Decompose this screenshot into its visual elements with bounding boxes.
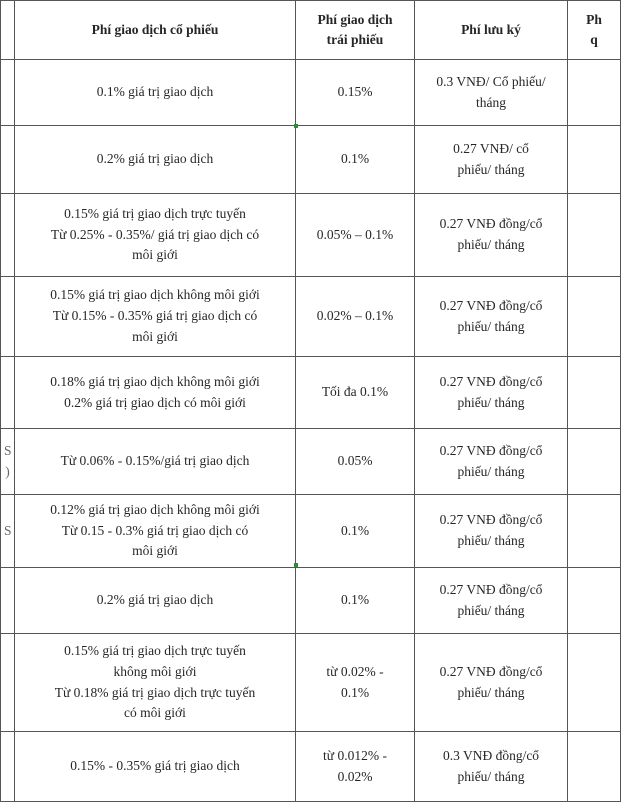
table-row bbox=[1, 429, 621, 495]
cell-custody-fee: 0.27 VNĐ đồng/cổ phiếu/ tháng bbox=[415, 568, 568, 634]
cell-left-partial bbox=[1, 60, 15, 126]
cell-right-partial bbox=[568, 568, 621, 634]
cell-bond-fee: 0.05% bbox=[296, 429, 415, 495]
cell-bond-fee: 0.15% bbox=[296, 60, 415, 126]
header-bond-fee: Phí giao dịch trái phiếu bbox=[296, 1, 415, 60]
cell-stock-fee: 0.15% - 0.35% giá trị giao dịch bbox=[15, 732, 296, 802]
cell-stock-fee: 0.15% giá trị giao dịch trực tuyến Từ 0.25% - 0.35%/ giá trị giao dịch có môi giới bbox=[15, 194, 296, 277]
header-custody-fee: Phí lưu ký bbox=[415, 1, 568, 60]
table-row bbox=[1, 277, 621, 357]
cell-corner-mark bbox=[294, 563, 298, 567]
table-row bbox=[1, 568, 621, 634]
cell-left-partial bbox=[1, 277, 15, 357]
cell-custody-fee: 0.27 VNĐ đồng/cổ phiếu/ tháng bbox=[415, 495, 568, 568]
cell-left-partial bbox=[1, 357, 15, 429]
cell-bond-fee: 0.05% – 0.1% bbox=[296, 194, 415, 277]
table-row bbox=[1, 194, 621, 277]
cell-stock-fee: 0.2% giá trị giao dịch bbox=[15, 126, 296, 194]
cell-custody-fee: 0.3 VNĐ/ Cổ phiếu/ tháng bbox=[415, 60, 568, 126]
cell-stock-fee: 0.1% giá trị giao dịch bbox=[15, 60, 296, 126]
cell-bond-fee: 0.1% bbox=[296, 568, 415, 634]
cell-right-partial bbox=[568, 126, 621, 194]
cell-left-partial bbox=[1, 126, 15, 194]
header-partial-right: Ph q bbox=[568, 1, 621, 60]
cell-custody-fee: 0.27 VNĐ/ cổ phiếu/ tháng bbox=[415, 126, 568, 194]
cell-stock-fee: Từ 0.06% - 0.15%/giá trị giao dịch bbox=[15, 429, 296, 495]
cell-stock-fee: 0.18% giá trị giao dịch không môi giới 0.2% giá trị giao dịch có môi giới bbox=[15, 357, 296, 429]
cell-left-partial: S bbox=[1, 495, 15, 568]
cell-right-partial bbox=[568, 495, 621, 568]
table-row bbox=[1, 357, 621, 429]
cell-left-partial bbox=[1, 634, 15, 732]
table-row bbox=[1, 126, 621, 194]
cell-corner-mark bbox=[294, 124, 298, 128]
cell-left-partial: S ) bbox=[1, 429, 15, 495]
cell-bond-fee: từ 0.012% - 0.02% bbox=[296, 732, 415, 802]
cell-right-partial bbox=[568, 357, 621, 429]
cell-bond-fee: 0.02% – 0.1% bbox=[296, 277, 415, 357]
cell-custody-fee: 0.3 VNĐ đồng/cổ phiếu/ tháng bbox=[415, 732, 568, 802]
cell-left-partial bbox=[1, 194, 15, 277]
cell-right-partial bbox=[568, 60, 621, 126]
cell-right-partial bbox=[568, 277, 621, 357]
cell-stock-fee: 0.2% giá trị giao dịch bbox=[15, 568, 296, 634]
table-row bbox=[1, 732, 621, 802]
cell-bond-fee: Tối đa 0.1% bbox=[296, 357, 415, 429]
table-row bbox=[1, 634, 621, 732]
cell-left-partial bbox=[1, 732, 15, 802]
header-stock-fee: Phí giao dịch cổ phiếu bbox=[15, 1, 296, 60]
cell-stock-fee: 0.12% giá trị giao dịch không môi giới Từ 0.15 - 0.3% giá trị giao dịch có môi giới bbox=[15, 495, 296, 568]
cell-custody-fee: 0.27 VNĐ đồng/cổ phiếu/ tháng bbox=[415, 357, 568, 429]
cell-stock-fee: 0.15% giá trị giao dịch trực tuyến không môi giới Từ 0.18% giá trị giao dịch trực tuyến có môi giới bbox=[15, 634, 296, 732]
cell-custody-fee: 0.27 VNĐ đồng/cổ phiếu/ tháng bbox=[415, 194, 568, 277]
table-row bbox=[1, 60, 621, 126]
cell-bond-fee: từ 0.02% - 0.1% bbox=[296, 634, 415, 732]
cell-right-partial bbox=[568, 732, 621, 802]
cell-custody-fee: 0.27 VNĐ đồng/cổ phiếu/ tháng bbox=[415, 634, 568, 732]
cell-bond-fee: 0.1% bbox=[296, 126, 415, 194]
cell-right-partial bbox=[568, 429, 621, 495]
cell-bond-fee: 0.1% bbox=[296, 495, 415, 568]
cell-custody-fee: 0.27 VNĐ đồng/cổ phiếu/ tháng bbox=[415, 277, 568, 357]
table-row bbox=[1, 495, 621, 568]
table-header-row bbox=[1, 1, 621, 60]
cell-right-partial bbox=[568, 194, 621, 277]
cell-custody-fee: 0.27 VNĐ đồng/cổ phiếu/ tháng bbox=[415, 429, 568, 495]
cell-left-partial bbox=[1, 568, 15, 634]
cell-right-partial bbox=[568, 634, 621, 732]
cell-stock-fee: 0.15% giá trị giao dịch không môi giới Từ 0.15% - 0.35% giá trị giao dịch có môi giới bbox=[15, 277, 296, 357]
header-cell-partial-left bbox=[1, 1, 15, 60]
